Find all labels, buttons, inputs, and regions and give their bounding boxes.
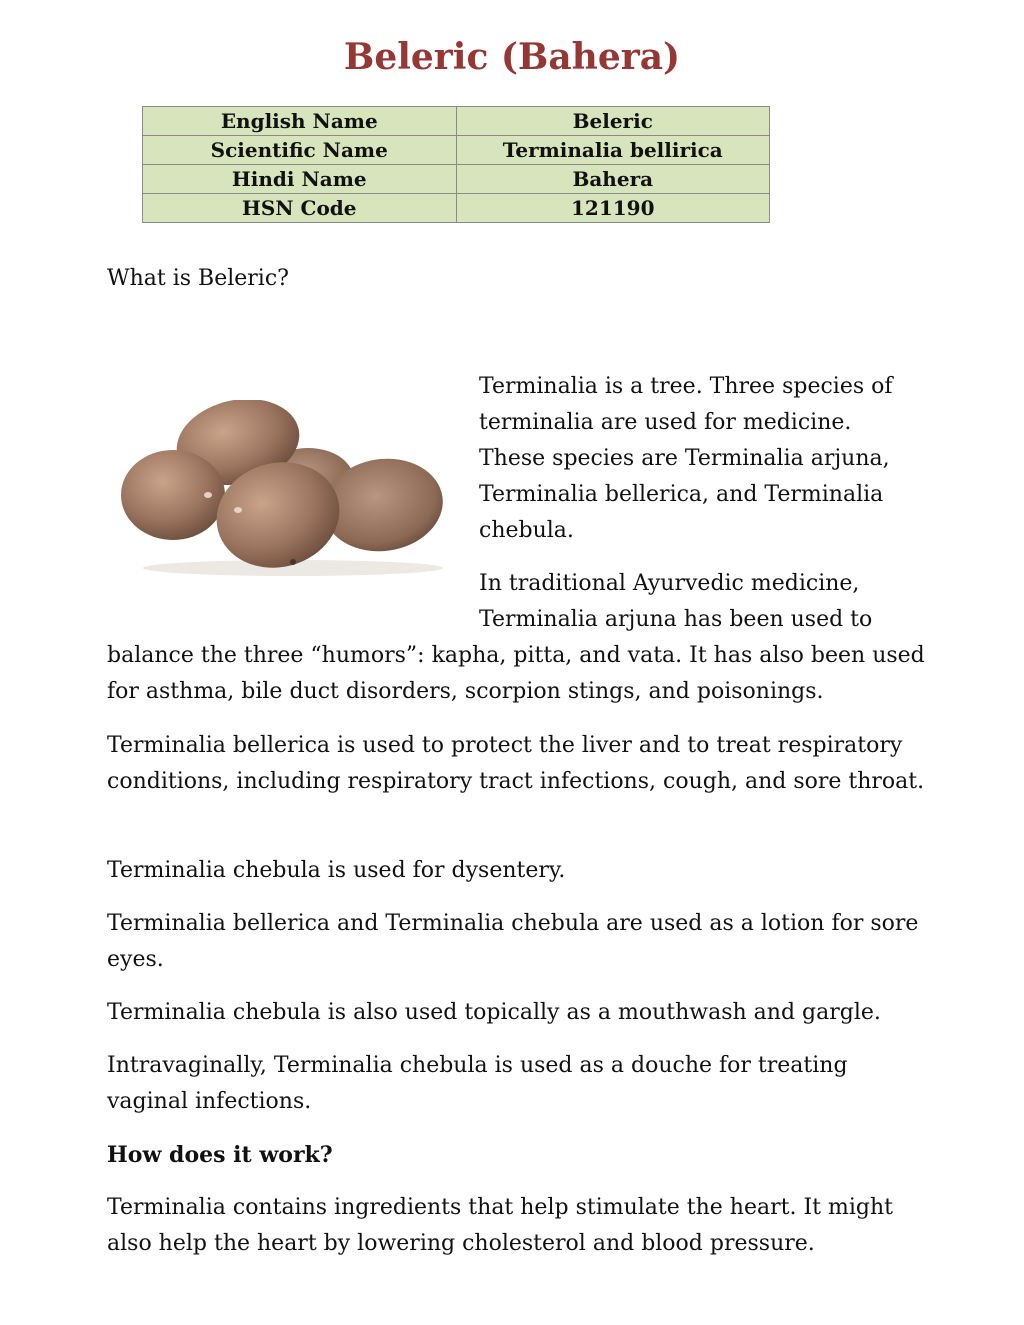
mechanism-paragraph: Terminalia contains ingredients that help stimulate the heart. It might also help the heart by lowering cholesterol and blood pressure. [107,1195,893,1256]
ayurvedic-line-1: In traditional Ayurvedic medicine, [479,571,860,596]
ayurvedic-line-2: Terminalia arjuna has been used to [479,607,873,632]
dysentery-paragraph: Terminalia chebula is used for dysentery. [107,858,566,883]
ayurvedic-line-rest: balance the three “humors”: kapha, pitta, and vata. It has also been used for asthma, bile duct disorders, scorpion stings, and poisonings. [107,643,925,704]
table-cell-value: 121190 [456,194,770,223]
how-it-works-heading: How does it work? [107,1142,333,1168]
table-cell-value: Beleric [456,107,770,136]
bellerica-paragraph: Terminalia bellerica is used to protect the liver and to treat respiratory conditions, including respiratory tract infections, cough, and sore throat. [107,733,925,794]
question-text: What is Beleric? [107,266,289,291]
table-cell-label: Scientific Name [143,136,457,165]
lotion-paragraph: Terminalia bellerica and Terminalia chebula are used as a lotion for sore eyes. [107,911,919,972]
table-cell-label: Hindi Name [143,165,457,194]
intro-paragraph: Terminalia is a tree. Three species of terminalia are used for medicine. These species are Terminalia arjuna, Terminalia bellerica, and Terminalia chebula. [479,374,893,543]
table-row [143,107,770,136]
intravaginal-paragraph: Intravaginally, Terminalia chebula is used as a douche for treating vaginal infections. [107,1053,848,1114]
info-table [142,106,770,223]
page-title: Beleric (Bahera) [343,36,681,78]
table-cell-value: Bahera [456,165,770,194]
table-row [143,165,770,194]
table-row [143,136,770,165]
table-cell-label: English Name [143,107,457,136]
table-row [143,194,770,223]
table-cell-label: HSN Code [143,194,457,223]
beleric-nuts-image [118,400,458,580]
table-cell-value: Terminalia bellirica [456,136,770,165]
mouthwash-paragraph: Terminalia chebula is also used topically as a mouthwash and gargle. [107,1000,881,1025]
ayurvedic-paragraph [107,566,927,710]
